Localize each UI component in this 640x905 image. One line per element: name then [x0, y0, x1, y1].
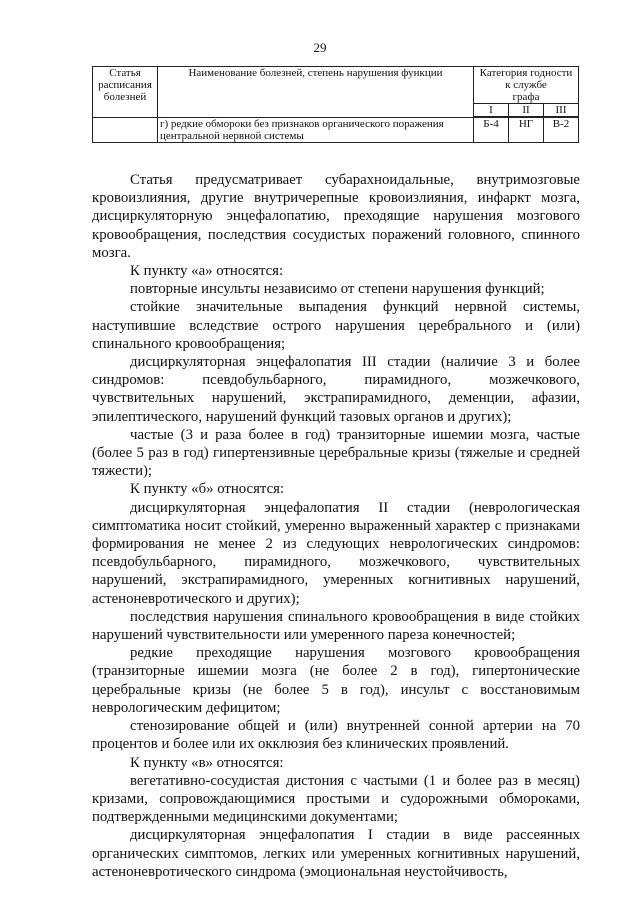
- header-article: Статья расписания болезней: [93, 67, 158, 118]
- row-grafa-3-value: В-2: [544, 118, 579, 143]
- row-grafa-2-value: НГ: [509, 118, 544, 143]
- document-body: [92, 171, 580, 881]
- paragraph: Статья предусматривает субарахноидальные, внутримозговые кровоизлияния, другие внутричерепные кровоизлияния, инфаркт мозга, дисциркуляторную энцефалопатию, преходящие нарушения мозгового кровообращения, последствия сосудистых поражений головного, спинного мозга.: [92, 172, 580, 261]
- paragraph: стенозирование общей и (или) внутренней сонной артерии на 70 процентов и более или их окклюзия без клинических проявлений.: [92, 718, 580, 753]
- header-grafa-2: II: [509, 104, 544, 117]
- row-article-cell: [93, 118, 158, 143]
- paragraph: К пункту «в» относятся:: [130, 754, 284, 771]
- row-grafa-1-value: Б-4: [474, 118, 509, 143]
- header-disease-name: Наименование болезней, степень нарушения функции: [158, 67, 474, 118]
- paragraph: дисциркуляторная энцефалопатия I стадии в виде рассеянных органических симптомов, легких или умеренных когнитивных нарушений, астеноневротического синдрома (эмоциональная неустойчивость,: [92, 827, 580, 880]
- header-category-title: Категория годности к службе: [479, 67, 573, 91]
- paragraph: последствия нарушения спинального кровообращения в виде стойких нарушений чувствительности или умеренного пареза конечностей;: [92, 608, 580, 644]
- paragraph: К пункту «а» относятся:: [130, 263, 284, 280]
- paragraph: частые (3 и раза более в год) транзиторные ишемии мозга, частые (более 5 раз в год) гипертензивные церебральные кризы (тяжелые и средней тяжести);: [92, 426, 580, 480]
- paragraph: К пункту «б» относятся:: [130, 481, 285, 498]
- paragraph: стойкие значительные выпадения функций нервной системы, наступившие вследствие острого нарушения церебрального и (или) спинального кровообращения;: [92, 299, 580, 352]
- header-grafa-label: графа: [512, 91, 540, 103]
- header-grafa-3: III: [544, 104, 579, 117]
- paragraph: вегетативно-сосудистая дистония с частыми (1 и более раз в месяц) кризами, сопровождающимися простыми и судорожными обмороками, подтвержденными медицинскими документами;: [92, 772, 580, 826]
- header-category: [474, 67, 579, 104]
- disease-schedule-table: [92, 66, 579, 143]
- header-grafa-1: I: [474, 104, 509, 117]
- paragraph: дисциркуляторная энцефалопатия III стадии (наличие 3 и более синдромов: псевдобульбарного, пирамидного, мозжечкового, чувствительных нарушений, экстрапирамидного, деменции, афазии, эпилептического, нарушений функций тазовых органов и других);: [92, 354, 580, 425]
- paragraph: дисциркуляторная энцефалопатия II стадии (неврологическая симптоматика носит стойкий, умеренно выраженный характер с признаками формирования не менее 2 из следующих неврологических синдромов: псевдобульбарного, пирамидного, мозжечкового, чувствительных нарушений, экстрапирамидного, умеренных когнитивных нарушений, астеноневротического и других);: [92, 499, 580, 607]
- row-disease-text: г) редкие обмороки без признаков органического поражения центральной нервной системы: [158, 118, 474, 143]
- paragraph: редкие преходящие нарушения мозгового кровообращения (транзиторные ишемии мозга (не более 2 в год), гипертонические церебральные кризы (не более 5 в год), инсульт с восстановимым неврологическим дефицитом;: [92, 645, 580, 716]
- paragraph: повторные инсульты независимо от степени нарушения функций;: [130, 281, 545, 298]
- page-number: 29: [313, 40, 327, 55]
